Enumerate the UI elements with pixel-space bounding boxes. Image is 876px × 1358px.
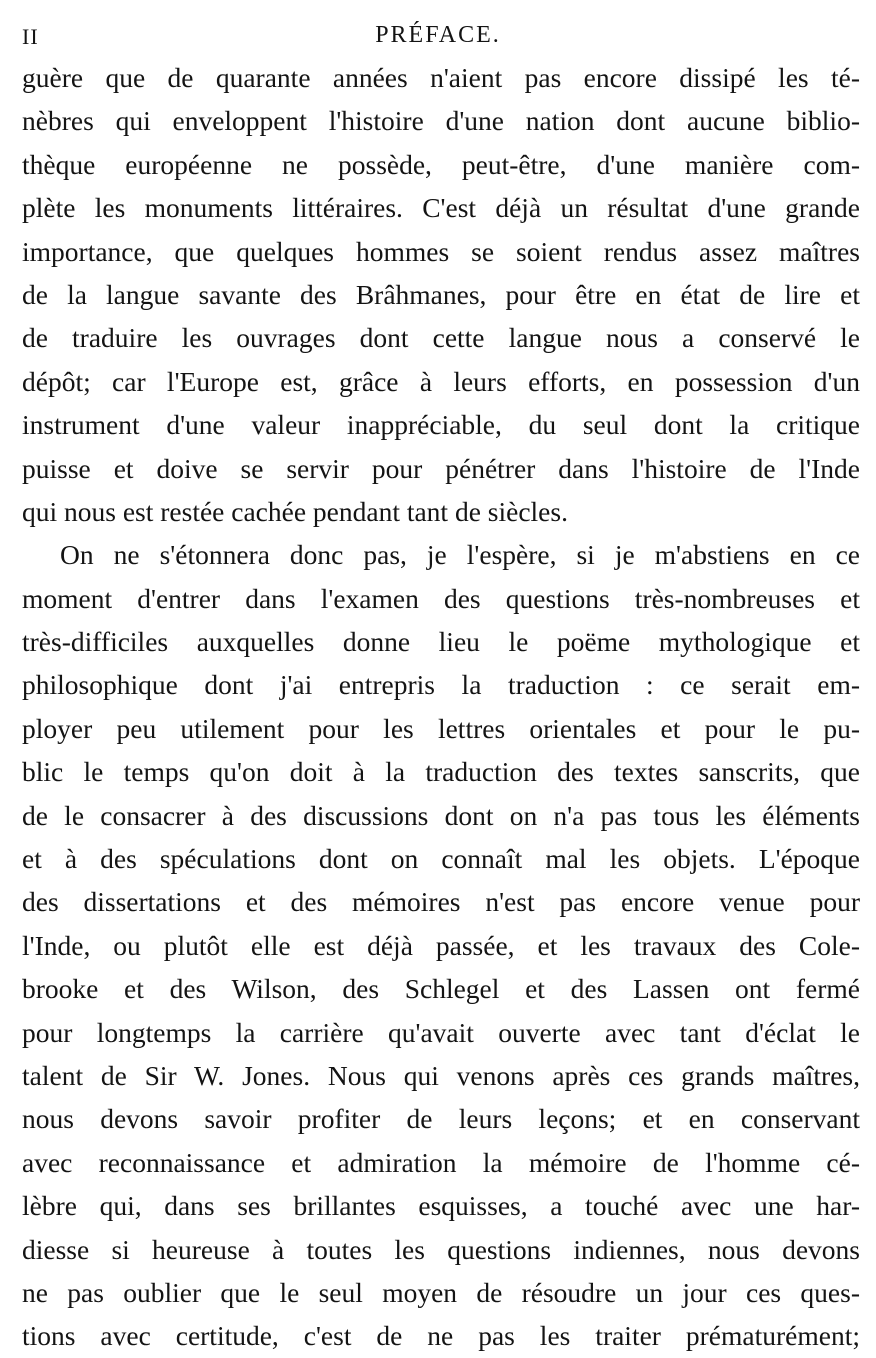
text-line: plète les monuments littéraires. C'est déjà un résultat d'une grande	[22, 192, 860, 224]
text-line: lèbre qui, dans ses brillantes esquisses, a touché avec une har-	[22, 1190, 860, 1222]
text-line: blic le temps qu'on doit à la traduction des textes sanscrits, que	[22, 756, 860, 788]
text-line: instrument d'une valeur inappréciable, du seul dont la critique	[22, 409, 860, 441]
body-text	[22, 56, 860, 1358]
text-line: et à des spéculations dont on connaît mal les objets. L'époque	[22, 843, 860, 875]
text-line: tions avec certitude, c'est de ne pas les traiter prématurément;	[22, 1320, 860, 1352]
text-line: importance, que quelques hommes se soient rendus assez maîtres	[22, 235, 860, 267]
paragraph-first-line: On ne s'étonnera donc pas, je l'espère, si je m'abstiens en ce	[60, 539, 860, 571]
text-line: ployer peu utilement pour les lettres orientales et pour le pu-	[22, 712, 860, 744]
text-line: guère que de quarante années n'aient pas encore dissipé les té-	[22, 62, 860, 93]
text-line: très-difficiles auxquelles donne lieu le poëme mythologique et	[22, 626, 860, 658]
text-line: nous devons savoir profiter de leurs leçons; et en conservant	[22, 1103, 860, 1135]
text-line: pour longtemps la carrière qu'avait ouverte avec tant d'éclat le	[22, 1016, 860, 1048]
text-line: ne pas oublier que le seul moyen de résoudre un jour ces ques-	[22, 1276, 860, 1308]
text-line: brooke et des Wilson, des Schlegel et des Lassen ont fermé	[22, 973, 860, 1005]
paragraph-end-line: qui nous est restée cachée pendant tant de siècles.	[22, 495, 568, 527]
text-line: puisse et doive se servir pour pénétrer dans l'histoire de l'Inde	[22, 452, 860, 484]
text-line: thèque européenne ne possède, peut-être, d'une manière com-	[22, 148, 860, 180]
text-line: l'Inde, ou plutôt elle est déjà passée, et les travaux des Cole-	[22, 929, 860, 961]
text-line: de le consacrer à des discussions dont on n'a pas tous les éléments	[22, 799, 860, 831]
text-line: de la langue savante des Brâhmanes, pour être en état de lire et	[22, 278, 860, 310]
running-head	[0, 18, 876, 58]
text-line: philosophique dont j'ai entrepris la traduction : ce serait em-	[22, 669, 860, 701]
text-line: nèbres qui enveloppent l'histoire d'une nation dont aucune biblio-	[22, 105, 860, 137]
text-line: moment d'entrer dans l'examen des questions très-nombreuses et	[22, 582, 860, 614]
text-line: avec reconnaissance et admiration la mémoire de l'homme cé-	[22, 1146, 860, 1178]
running-title: PRÉFACE.	[375, 22, 501, 48]
text-line: talent de Sir W. Jones. Nous qui venons après ces grands maîtres,	[22, 1059, 860, 1091]
page-number: II	[22, 24, 39, 49]
text-line: dépôt; car l'Europe est, grâce à leurs efforts, en possession d'un	[22, 365, 860, 397]
text-line: de traduire les ouvrages dont cette langue nous a conservé le	[22, 322, 860, 354]
text-line: diesse si heureuse à toutes les questions indiennes, nous devons	[22, 1233, 860, 1265]
text-line: des dissertations et des mémoires n'est pas encore venue pour	[22, 886, 860, 918]
